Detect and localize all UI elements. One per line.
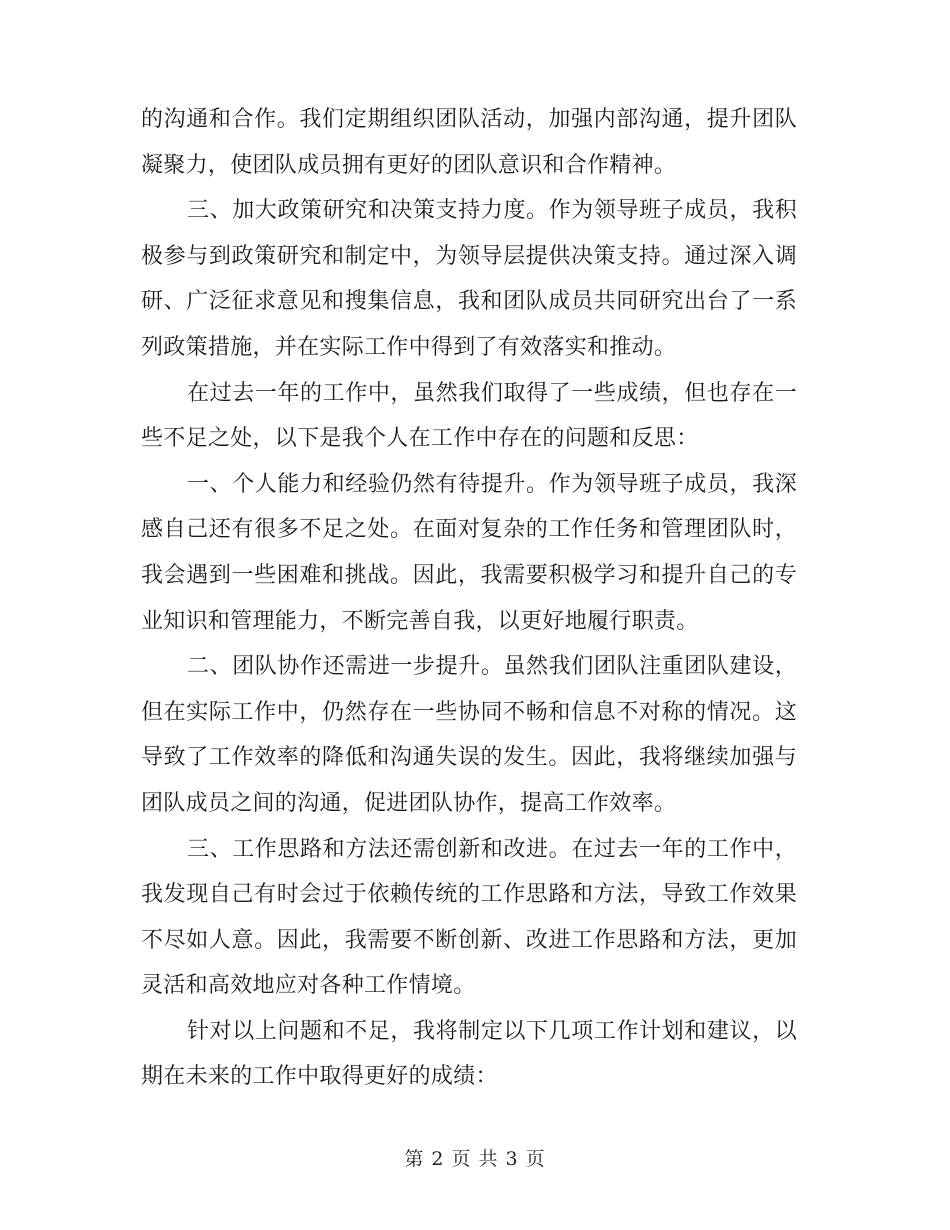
paragraph-5: 二、团队协作还需进一步提升。虽然我们团队注重团队建设，但在实际工作中，仍然存在一些协同不畅和信息不对称的情况。这导致了工作效率的降低和沟通失误的发生。因此，我将继续加强与团队成员之间的沟通，促进团队协作，提高工作效率。 <box>141 654 797 816</box>
paragraph-4: 一、个人能力和经验仍然有待提升。作为领导班子成员，我深感自己还有很多不足之处。在面对复杂的工作任务和管理团队时，我会遇到一些困难和挑战。因此，我需要积极学习和提升自己的专业知识和管理能力，不断完善自我，以更好地履行职责。 <box>141 471 797 634</box>
paragraph-6: 三、工作思路和方法还需创新和改进。在过去一年的工作中，我发现自己有时会过于依赖传统的工作思路和方法，导致工作效果不尽如人意。因此，我需要不断创新、改进工作思路和方法，更加灵活和高效地应对各种工作情境。 <box>141 836 797 999</box>
document-body <box>141 97 797 1100</box>
paragraph-2: 三、加大政策研究和决策支持力度。作为领导班子成员，我积极参与到政策研究和制定中，为领导层提供决策支持。通过深入调研、广泛征求意见和搜集信息，我和团队成员共同研究出台了一系列政策措施，并在实际工作中得到了有效落实和推动。 <box>141 198 797 360</box>
paragraph-7: 针对以上问题和不足，我将制定以下几项工作计划和建议，以期在未来的工作中取得更好的成绩： <box>141 1018 797 1090</box>
paragraph-3: 在过去一年的工作中，虽然我们取得了一些成绩，但也存在一些不足之处，以下是我个人在工作中存在的问题和反思： <box>141 380 797 452</box>
page-number-label: 第 2 页 共 3 页 <box>404 1148 546 1170</box>
page-footer <box>0 1147 950 1171</box>
paragraph-1: 的沟通和合作。我们定期组织团队活动，加强内部沟通，提升团队凝聚力，使团队成员拥有更好的团队意识和合作精神。 <box>141 107 797 178</box>
